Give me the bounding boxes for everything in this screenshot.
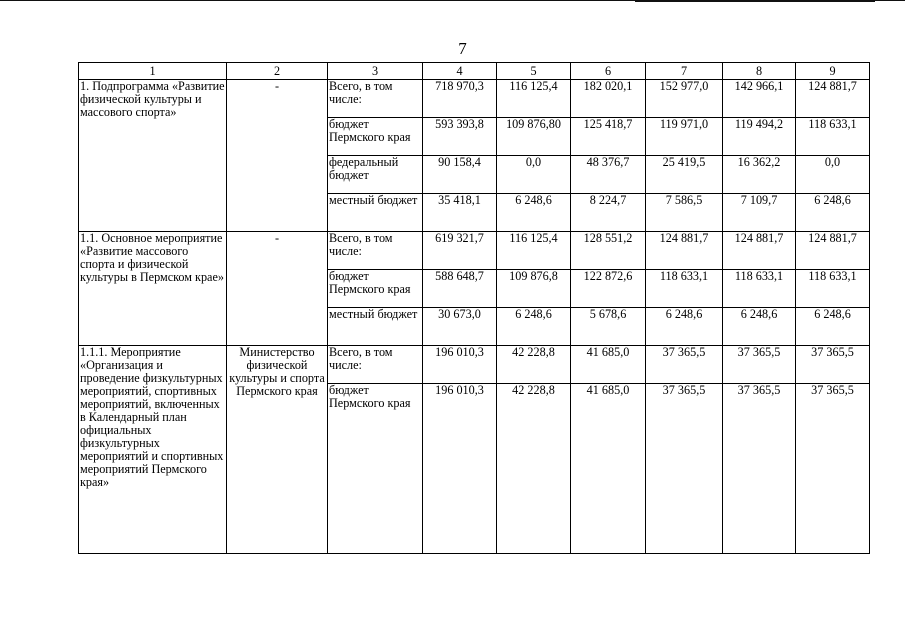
value-cell: 5 678,6 <box>571 308 646 346</box>
funding-source-cell: бюджет Пермского края <box>328 270 423 308</box>
value-cell: 7 586,5 <box>646 194 723 232</box>
page-number: 7 <box>458 39 467 58</box>
value-cell: 142 966,1 <box>723 80 796 118</box>
value-cell: 8 224,7 <box>571 194 646 232</box>
funding-source-cell: Всего, в том числе: <box>328 232 423 270</box>
funding-source-cell: Всего, в том числе: <box>328 346 423 384</box>
funding-source-cell: местный бюджет <box>328 308 423 346</box>
executor-cell: Министерство физической культуры и спорта Пермского края <box>227 346 328 554</box>
executor-cell: - <box>227 232 328 346</box>
value-cell: 37 365,5 <box>646 346 723 384</box>
value-cell: 124 881,7 <box>646 232 723 270</box>
value-cell: 0,0 <box>497 156 571 194</box>
value-cell: 48 376,7 <box>571 156 646 194</box>
value-cell: 124 881,7 <box>796 232 870 270</box>
table-row <box>79 346 870 384</box>
value-cell: 118 633,1 <box>796 270 870 308</box>
executor-cell: - <box>227 80 328 232</box>
value-cell: 37 365,5 <box>723 384 796 554</box>
column-header: 2 <box>227 63 328 80</box>
value-cell: 35 418,1 <box>423 194 497 232</box>
column-header: 5 <box>497 63 571 80</box>
program-name-cell: 1.1.1. Мероприятие «Организация и проведение физкультурных мероприятий, спортивных мероприятий, включенных в Календарный план официальных физкультурных мероприятий и спортивных мероприятий Пермского края» <box>79 346 227 554</box>
funding-source-cell: бюджет Пермского края <box>328 118 423 156</box>
header-row <box>79 63 870 80</box>
value-cell: 90 158,4 <box>423 156 497 194</box>
value-cell: 182 020,1 <box>571 80 646 118</box>
value-cell: 7 109,7 <box>723 194 796 232</box>
table-row <box>79 232 870 270</box>
column-header: 8 <box>723 63 796 80</box>
value-cell: 619 321,7 <box>423 232 497 270</box>
value-cell: 128 551,2 <box>571 232 646 270</box>
value-cell: 118 633,1 <box>796 118 870 156</box>
column-header: 7 <box>646 63 723 80</box>
value-cell: 6 248,6 <box>796 308 870 346</box>
value-cell: 16 362,2 <box>723 156 796 194</box>
value-cell: 6 248,6 <box>497 194 571 232</box>
program-name-cell: 1. Подпрограмма «Развитие физической культуры и массового спорта» <box>79 80 227 232</box>
value-cell: 152 977,0 <box>646 80 723 118</box>
value-cell: 124 881,7 <box>796 80 870 118</box>
value-cell: 116 125,4 <box>497 80 571 118</box>
value-cell: 0,0 <box>796 156 870 194</box>
value-cell: 41 685,0 <box>571 346 646 384</box>
value-cell: 196 010,3 <box>423 384 497 554</box>
funding-source-cell: местный бюджет <box>328 194 423 232</box>
column-header: 6 <box>571 63 646 80</box>
value-cell: 6 248,6 <box>497 308 571 346</box>
budget-table <box>78 62 870 554</box>
value-cell: 593 393,8 <box>423 118 497 156</box>
value-cell: 37 365,5 <box>723 346 796 384</box>
column-header: 9 <box>796 63 870 80</box>
value-cell: 6 248,6 <box>796 194 870 232</box>
value-cell: 119 494,2 <box>723 118 796 156</box>
value-cell: 37 365,5 <box>646 384 723 554</box>
value-cell: 41 685,0 <box>571 384 646 554</box>
value-cell: 30 673,0 <box>423 308 497 346</box>
value-cell: 42 228,8 <box>497 384 571 554</box>
funding-source-cell: Всего, в том числе: <box>328 80 423 118</box>
value-cell: 118 633,1 <box>723 270 796 308</box>
column-header: 3 <box>328 63 423 80</box>
funding-source-cell: бюджет Пермского края <box>328 384 423 554</box>
value-cell: 196 010,3 <box>423 346 497 384</box>
value-cell: 122 872,6 <box>571 270 646 308</box>
table-row <box>79 80 870 118</box>
value-cell: 109 876,80 <box>497 118 571 156</box>
value-cell: 6 248,6 <box>646 308 723 346</box>
value-cell: 37 365,5 <box>796 384 870 554</box>
value-cell: 116 125,4 <box>497 232 571 270</box>
value-cell: 588 648,7 <box>423 270 497 308</box>
value-cell: 25 419,5 <box>646 156 723 194</box>
column-header: 4 <box>423 63 497 80</box>
value-cell: 37 365,5 <box>796 346 870 384</box>
value-cell: 42 228,8 <box>497 346 571 384</box>
value-cell: 118 633,1 <box>646 270 723 308</box>
top-border-line-thick <box>635 0 875 2</box>
value-cell: 124 881,7 <box>723 232 796 270</box>
value-cell: 718 970,3 <box>423 80 497 118</box>
column-header: 1 <box>79 63 227 80</box>
value-cell: 6 248,6 <box>723 308 796 346</box>
value-cell: 109 876,8 <box>497 270 571 308</box>
value-cell: 119 971,0 <box>646 118 723 156</box>
funding-source-cell: федеральный бюджет <box>328 156 423 194</box>
value-cell: 125 418,7 <box>571 118 646 156</box>
program-name-cell: 1.1. Основное мероприятие «Развитие массового спорта и физической культуры в Пермском крае» <box>79 232 227 346</box>
